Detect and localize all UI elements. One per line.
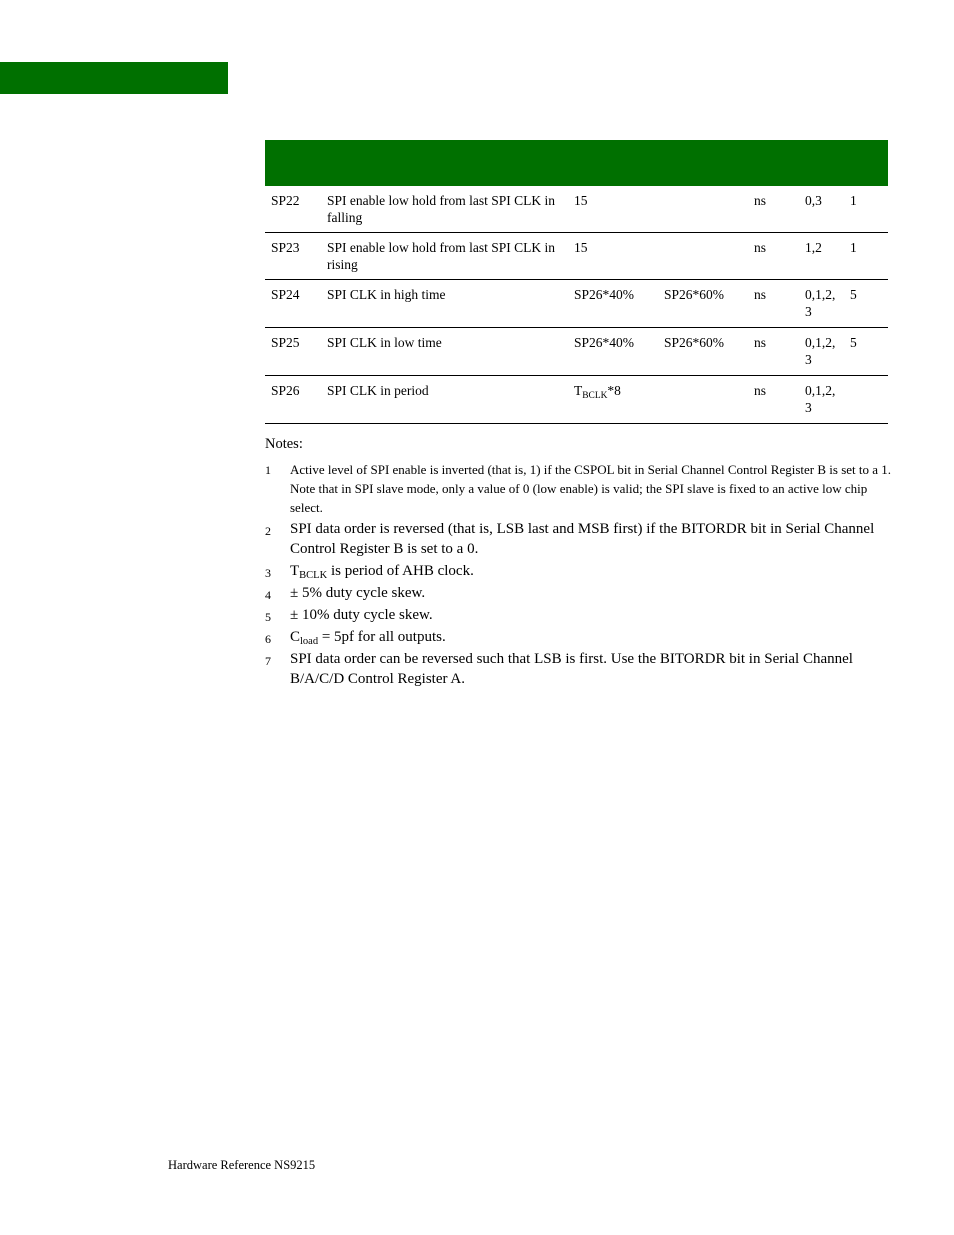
param-notes: 1 [844, 186, 888, 233]
note-text: ± 5% duty cycle skew. [290, 585, 426, 601]
param-id: SP22 [265, 186, 321, 233]
notes-list [265, 460, 895, 691]
param-max: SP26*60% [658, 280, 748, 328]
param-min: 15 [568, 186, 658, 233]
note-item [265, 605, 895, 625]
note-number: 1 [265, 463, 271, 477]
note-item [265, 649, 895, 689]
note-item [265, 583, 895, 603]
note-item [265, 519, 895, 559]
note-text: $C_{load} = 5pf$ for all outputs. [290, 629, 446, 647]
note-text: SPI data order can be reversed such that LSB is first. Use the BITORDR bit in Serial Channel B/A/C/D Control Register A. [290, 651, 853, 687]
param-min: SP26*40% [568, 280, 658, 328]
param-modes: 0,3 [799, 186, 844, 233]
note-number: 5 [265, 610, 271, 624]
table-row [265, 376, 888, 424]
note-item [265, 627, 895, 647]
table-row [265, 280, 888, 328]
param-id: SP26 [265, 376, 321, 424]
param-min [568, 376, 658, 424]
param-description: SPI enable low hold from last SPI CLK in rising [321, 233, 568, 280]
table-header [265, 140, 888, 186]
param-notes [844, 376, 888, 424]
param-id: SP24 [265, 280, 321, 328]
note-text: Active level of SPI enable is inverted (that is, 1) if the CSPOL bit in Serial Channel Control Register B is set to a 1. Note that in SPI slave mode, only a value of 0 (low enable) is valid; the SPI slave is fixed to an active low chip select. [290, 462, 892, 515]
table-row [265, 328, 888, 376]
table-row [265, 233, 888, 280]
param-description: SPI CLK in high time [321, 280, 568, 328]
param-min: SP26*40% [568, 328, 658, 376]
param-unit: ns [748, 186, 799, 233]
param-max [658, 186, 748, 233]
param-unit: ns [748, 280, 799, 328]
param-modes: 0,1,2, 3 [799, 328, 844, 376]
param-min-base: T [574, 383, 583, 398]
param-modes: 1,2 [799, 233, 844, 280]
notes-heading: Notes: [265, 436, 303, 452]
section-tab-bar [0, 62, 228, 94]
param-max: SP26*60% [658, 328, 748, 376]
param-description: SPI CLK in period [321, 376, 568, 424]
note-number: 4 [265, 588, 271, 602]
param-unit: ns [748, 233, 799, 280]
param-notes: 5 [844, 328, 888, 376]
spi-timing-table [265, 140, 888, 424]
param-modes: 0,1,2, 3 [799, 376, 844, 424]
param-modes: 0,1,2, 3 [799, 280, 844, 328]
param-unit: ns [748, 376, 799, 424]
page-footer: Hardware Reference NS9215 [168, 1158, 316, 1172]
param-description: SPI enable low hold from last SPI CLK in falling [321, 186, 568, 233]
note-number: 2 [265, 524, 271, 538]
note-text: ± 10% duty cycle skew. [290, 607, 433, 623]
param-min: 15 [568, 233, 658, 280]
note-text: SPI data order is reversed (that is, LSB last and MSB first) if the BITORDR bit in Serial Channel Control Register B is set to a 0. [290, 521, 875, 557]
note-number: 3 [265, 566, 271, 580]
param-notes: 5 [844, 280, 888, 328]
param-unit: ns [748, 328, 799, 376]
param-notes: 1 [844, 233, 888, 280]
param-min-suffix: *8 [607, 383, 621, 398]
param-id: SP23 [265, 233, 321, 280]
note-item [265, 460, 895, 517]
note-item [265, 561, 895, 581]
param-max [658, 233, 748, 280]
note-text: $T_{BCLK}$ is period of AHB clock. [290, 563, 474, 581]
param-description: SPI CLK in low time [321, 328, 568, 376]
param-min-subscript: BCLK [582, 391, 608, 401]
param-max [658, 376, 748, 424]
param-id: SP25 [265, 328, 321, 376]
table-row [265, 186, 888, 233]
note-number: 6 [265, 632, 271, 646]
note-number: 7 [265, 654, 271, 668]
